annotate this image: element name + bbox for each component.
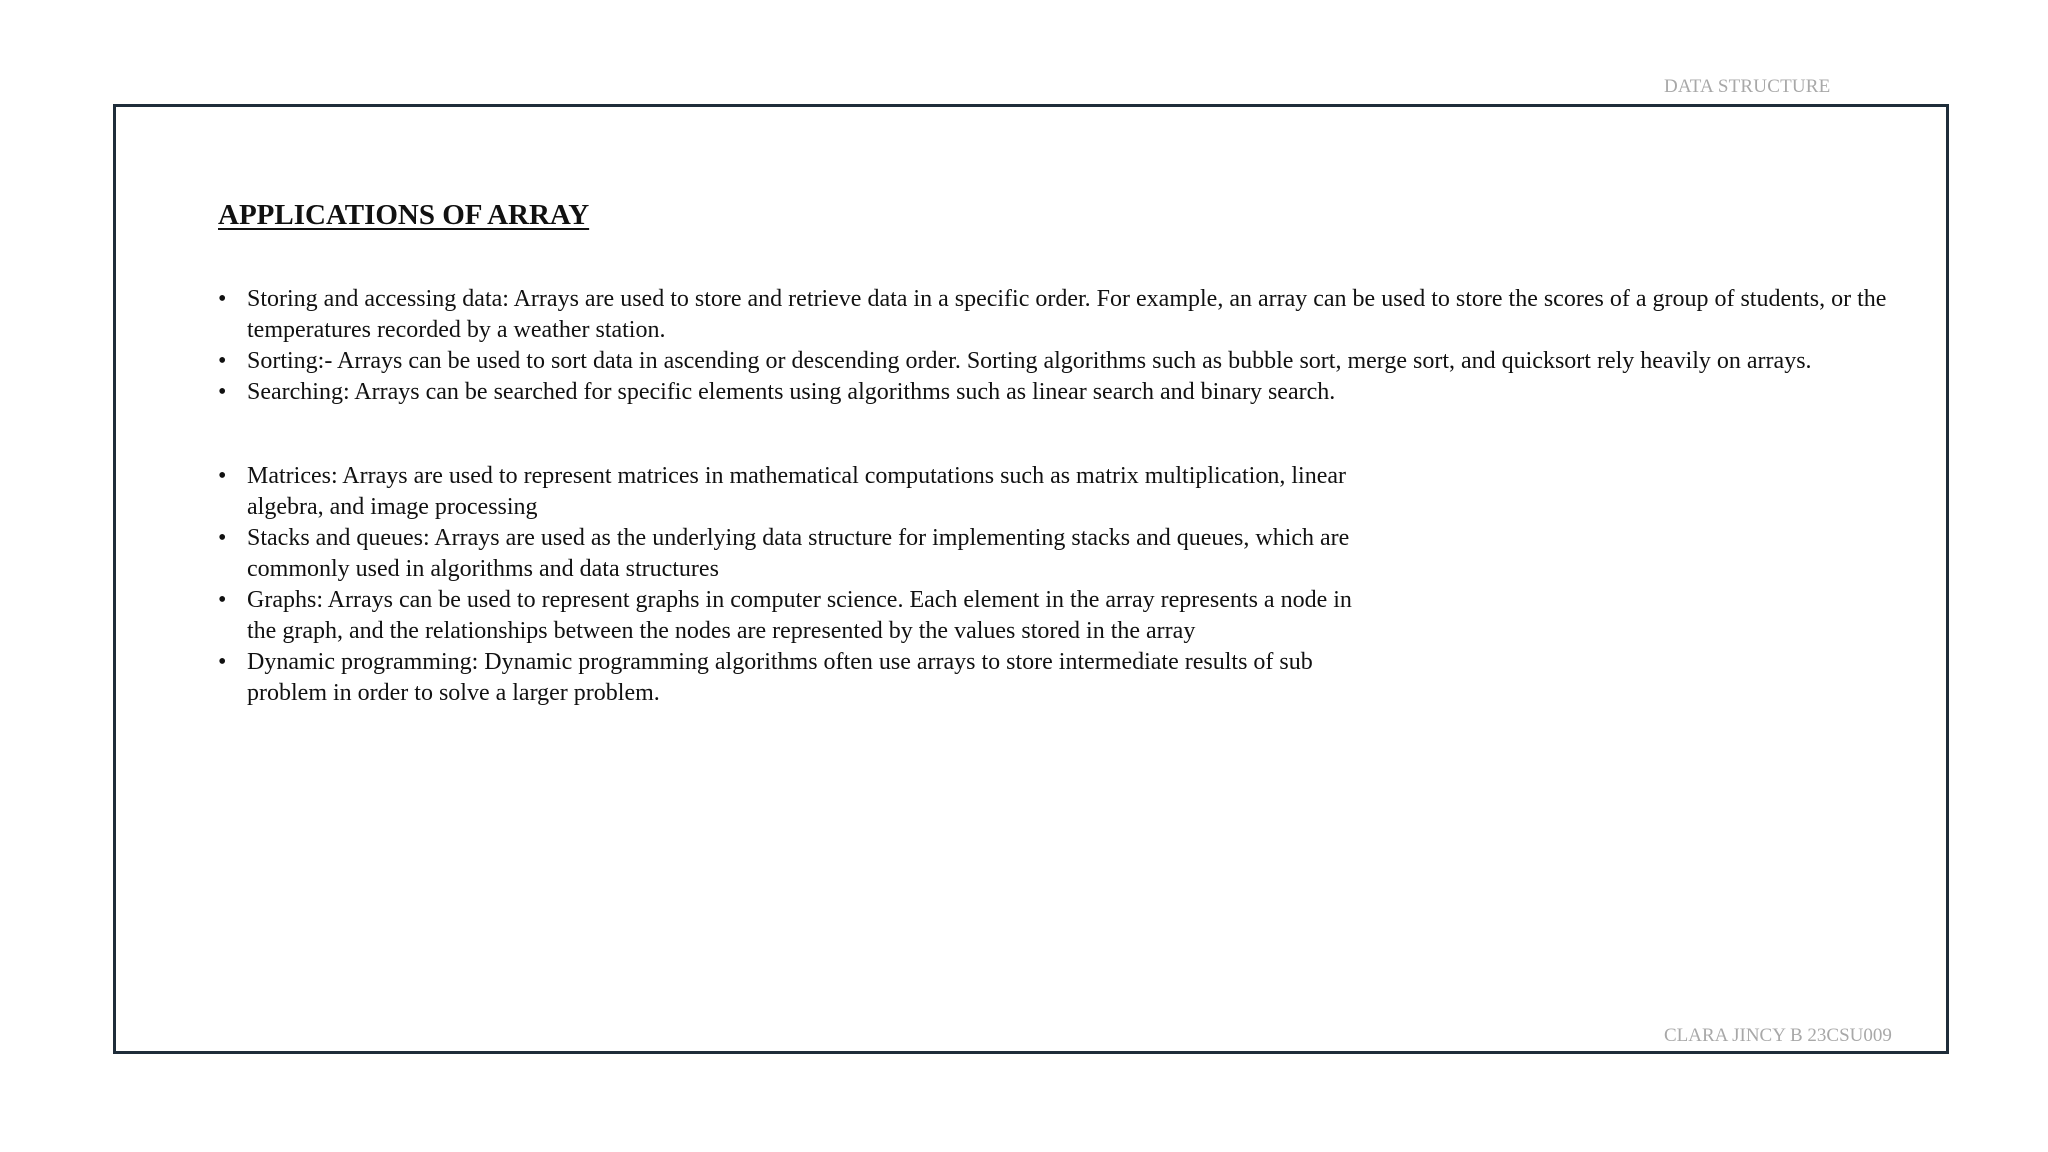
slide-frame [113,104,1949,1054]
list-item: • Dynamic programming: Dynamic programming algorithms often use arrays to store intermediate results of sub problem in order to solve a larger problem. [218,647,1358,709]
list-item: • Stacks and queues: Arrays are used as the underlying data structure for implementing stacks and queues, which are commonly used in algorithms and data structures [218,523,1358,585]
list-item: • Sorting:- Arrays can be used to sort data in ascending or descending order. Sorting algorithms such as bubble sort, merge sort, and quicksort rely heavily on arrays. [218,346,1938,377]
footer-label: CLARA JINCY B 23CSU009 [1664,1025,1892,1046]
list-item: • Matrices: Arrays are used to represent matrices in mathematical computations such as matrix multiplication, linear algebra, and image processing [218,461,1358,523]
slide-title: APPLICATIONS OF ARRAY [218,199,590,231]
bullet-list-secondary [218,461,1358,709]
list-item: • Searching: Arrays can be searched for specific elements using algorithms such as linear search and binary search. [218,377,1938,408]
list-item: • Storing and accessing data: Arrays are used to store and retrieve data in a specific order. For example, an array can be used to store the scores of a group of students, or the temperatures recorded by a weather station. [218,284,1938,346]
list-item: • Graphs: Arrays can be used to represent graphs in computer science. Each element in the array represents a node in the graph, and the relationships between the nodes are represented by the values stored in the array [218,585,1358,647]
bullet-list-primary [218,284,1938,408]
header-label: DATA STRUCTURE [1664,76,1831,97]
